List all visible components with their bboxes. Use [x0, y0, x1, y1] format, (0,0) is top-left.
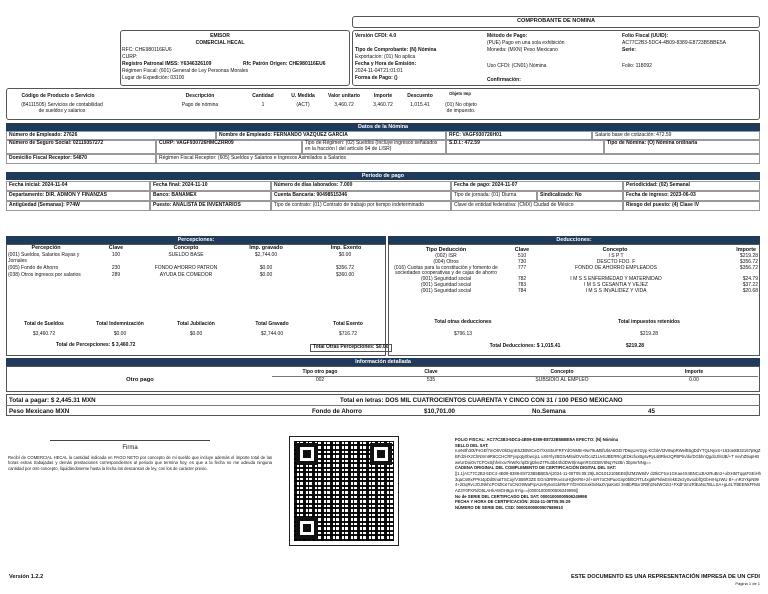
firma-line — [50, 440, 210, 441]
footer-version: Versión 1.2.2 — [9, 574, 44, 580]
nomina-row-2 — [6, 139, 760, 154]
perc-concepto: AYUDA DE COMEDOR — [159, 272, 213, 278]
detalle-header-tipo: Tipo otro pago — [302, 369, 338, 375]
ded-concepto: I M S S INVALIDEZ Y VIDA — [585, 287, 647, 294]
detalle-title: Información detallada — [6, 358, 760, 366]
nomina-title: Datos de la Nómina — [6, 123, 760, 131]
perc-total-sueldos: $3,460.72 — [32, 331, 56, 337]
perc-exento: $360.00 — [335, 272, 355, 278]
percepciones-header — [6, 245, 386, 251]
emisor-title: EMISOR — [210, 33, 230, 39]
detalle-header-importe: Importe — [684, 369, 704, 375]
emisor-rfc: RFC: CHE980116EU6 — [122, 47, 172, 53]
concept-descuento: 1,015.41 — [410, 102, 430, 108]
perc-header-exento: Imp. Exento — [330, 245, 362, 251]
dias-laborados: Número de días laborados: 7.000 — [271, 181, 451, 191]
fecha-certificacion: FECHA Y HORA DE CERTIFICACIÓN: 2024-11-08T05:05:29 — [455, 499, 571, 505]
otro-pago-label: Otro pago — [126, 377, 154, 383]
semana: 45 — [648, 408, 655, 415]
tipo-nomina: Tipo de Nómina: (O) Nómina ordinaria — [604, 139, 760, 154]
puesto: Puesto: ANALISTA DE INVENTARIOS — [150, 201, 271, 211]
emisor-rfc-patron: Rfc Patrón Origen: CHE980116EU6 — [243, 61, 326, 67]
ded-importe: $356.72 — [739, 264, 758, 271]
antiguedad: Antigüedad (Semanas): P74W — [6, 201, 150, 211]
detalle-clave: 535 — [426, 377, 436, 383]
perc-tipo: (005) Fondo de Ahorro — [8, 265, 59, 271]
perc-row — [8, 273, 384, 279]
folio: Folio: 118092 — [622, 63, 652, 69]
emisor-curp: CURP: — [122, 54, 138, 60]
banco: Banco: BANAMEX — [150, 191, 271, 201]
perc-header-percepcion: Percepción — [31, 245, 61, 251]
entidad-federativa: Clave de entidad federativa: (CMX) Ciudad de México — [451, 201, 623, 211]
percepciones-title: Percepciones: — [6, 236, 386, 244]
concept-objeto: (01) No objeto de impuesto. — [445, 102, 477, 114]
totales-divider — [6, 405, 760, 406]
perc-gravado: $0.00 — [259, 272, 273, 278]
ded-total-otras-label: Total otras deducciones — [434, 319, 492, 325]
footer-pagina: Página 1 de 1 — [735, 581, 760, 586]
concept-header-objeto: Objeto Imp — [449, 91, 471, 96]
perc-total-indem-label: Total Indemnización — [96, 321, 144, 327]
detalle-row — [272, 378, 758, 384]
ded-concepto: FONDO DE AHORRO EMPLEADOS — [575, 264, 657, 271]
ded-totals-header — [388, 320, 760, 326]
concept-cantidad: 1 — [261, 102, 265, 108]
tipo-contrato: Tipo de contrato: (01) Contrato de trabajo por tiempo indeterminado — [271, 201, 451, 211]
concept-header-umedida: U. Medida — [291, 93, 315, 99]
cadena-label: CADENA ORIGINAL DEL COMPLEMENTO DE CERTIFICACIÓN DIGITAL DEL SAT: — [455, 465, 616, 471]
semana-label: No.Semana — [532, 408, 566, 415]
perc-concepto: SUELDO BASE — [168, 252, 204, 258]
footer-leyenda: ESTE DOCUMENTO ES UNA REPRESENTACIÓN IMPRESA DE UN CFDI — [571, 574, 760, 580]
concept-header-descuento: Descuento — [407, 93, 433, 99]
perc-header-clave: Clave — [108, 245, 124, 251]
perc-header-gravado: Imp. gravado — [249, 245, 283, 251]
sello-sat: runN9h30t/FsGEf7mO8VOkDqnE6J3BWCeD7/XsS5UFRFYdONMB+9w79uM5fUbtA6GEI7D6qUArtzyp KCbbVt3V8wpRWelBSgDdYTQLNyxS+163oe8B32167p9gZBFd2HXzChNSm9R6CCHCRFyxpqty0bwcjcL uX6YlyzBD3vM8a/DVn/Dc4Z1UvSJBERRcgEDkcfuxBgsvRyLsBRkszQPBPtn/du/DGbhnQgdoJ/MJB/+T nvvhZ9upHBweUrDoiOv7CFOxSjhfv/nov7kW/Kr/q/DrgtzkeZ7Ftu3b44hdDWSlnsqmRGODBV6NqYN2Bn 3bpmrNNg== — [455, 448, 761, 465]
folio-fiscal-label: Folio Fiscal (UUID): — [622, 33, 669, 39]
riesgo-puesto: Riesgo del puesto: (4) Clase IV — [623, 201, 760, 211]
ded-total-impuestos-repeat: $219.28 — [625, 343, 645, 349]
cadena-original: ||1.1|AC77C2B3-5DC4-4B09-8389-E8723B5BBE5A|2024-11-08T05:05:29|LSO1012105EE6|hZM2W8dV d2tkCFtce1GKae4X4BNCu3tAzRuBn2+ulXH5tTqqsFSEiHh3qaCs9IxFPKt4pDd0tnatTSCoy/V3B6R3ZE EGm3RRKvezuHQkKR6+2/i+mR7oCNPaoGnp0bl0CRTL4xg6kFN/wEr/ekE2e2ySvoobfQGbHrHqzWU B+=nR3YkpN994+2DqRvcJOJNkhcPOIZKxI7oCNO9WaPrpA2e0y6oS1kR5rFY/DH0Gnxk0xNaZVpaKxEi 3HBbPBxr3R9h2N4WO2ct+FXdF2mzRlEaNx7BLLSA+gL6L7f8EENkFRvBAZ3Y0FKRdO5LAHkAMOH9ga 8Yig==|00001000000506249998|| — [455, 471, 761, 494]
perc-total-gravado-label: Total Gravado — [255, 321, 289, 327]
ded-header-clave: Clave — [514, 247, 530, 253]
qr-finder-bl — [296, 517, 318, 539]
perc-gravado: $2,744.00 — [254, 252, 278, 258]
ded-tipo: (001) Seguridad social — [420, 287, 472, 294]
ded-tipo: (016) Cuotas para la constitución y fomento de sociedades cooperativas y de cajas de ahorro — [394, 264, 498, 277]
firma-texto: Recibí de COMERCIAL HECAL la cantidad indicada en PAGO NETO por concepto de mi sueldo que incluye además el importe total de las horas extras trabajadas y demás prestaciones correspondientes al periodo que termina hoy, en que a la fecha no me adeuda ninguna cantidad por otro concepto, liquidándoseme hasta la fecha los descansos de ley, con los de carácter previo. — [8, 455, 272, 471]
ded-header-concepto: Concepto — [602, 247, 628, 253]
folio-fiscal: AC77C2B3-5DC4-4B09-8389-E8723B5BBE5A — [622, 40, 726, 46]
fecha-emision: 2024-11-04T21:01:01 — [355, 68, 403, 74]
nss: Número de Seguro Social: 02119357272 — [6, 139, 156, 154]
ded-tipo: (001) Seguridad social — [420, 281, 472, 288]
periodo-title: Periodo de pago — [6, 172, 760, 180]
tipo-regimen: Tipo de Régimen: (02) Sueldos (Incluye ingresos señalados en la fracción I del artículo 94 de LISR) — [302, 139, 446, 154]
concept-header-descripcion: Descripción — [185, 93, 215, 99]
periodicidad: Periodicidad: (02) Semanal — [623, 181, 760, 191]
ded-importe: $24.79 — [742, 276, 758, 282]
nombre-empleado: Nombre de Empleado: FERNANDO VAZQUEZ GARCIA — [216, 131, 446, 141]
ded-clave: 510 — [517, 253, 527, 259]
serie: Serie: — [622, 47, 636, 53]
perc-exento: $356.72 — [335, 265, 355, 271]
perc-total-indem: $0.00 — [113, 331, 127, 337]
sello-sat-label: SELLO DEL SAT: — [455, 442, 489, 448]
fecha-inicial: Fecha inicial: 2024-11-04 — [6, 181, 150, 191]
ded-clave: 784 — [517, 287, 527, 294]
perc-gravado: $0.00 — [259, 265, 273, 271]
emisor-regimen: Régimen Fiscal: (601) General de Ley Personas Morales — [122, 68, 249, 74]
document-title: COMPROBANTE DE NOMINA — [516, 18, 595, 24]
emisor-registro: Registro Patronal IMSS: Y6346326109 — [122, 61, 212, 67]
fecha-label: Fecha y Hora de Emisión: — [355, 61, 417, 67]
concept-codigo: (84111505) Servicios de contabilidad de sueldos y salarios — [21, 102, 103, 114]
uso-cfdi: Uso CFDI: (CN01) Nómina — [487, 63, 547, 69]
sindicalizado: Sindicalizado: No — [537, 191, 623, 201]
departamento: Departamento: DIR. ADMON Y FINANZAS — [6, 191, 150, 201]
total-deducciones: Total Deducciones: $ 1,015.41 — [489, 343, 561, 349]
perc-header-concepto: Concepto — [173, 245, 199, 251]
concept-header-importe: Importe — [373, 93, 393, 99]
perc-total-exento: $716.72 — [338, 331, 358, 337]
detalle-header — [272, 370, 758, 377]
ded-clave: 782 — [517, 276, 527, 282]
fecha-ingreso: Fecha de ingreso: 2023-06-03 — [623, 191, 760, 201]
ded-tipo: (002) ISR — [435, 253, 457, 259]
detalle-header-concepto: Concepto — [550, 369, 574, 375]
ded-tipo: (001) Seguridad social — [420, 276, 472, 282]
serie-sat: No de SERIE DEL CERTIFICADO DEL SAT: 00001000000506249998 — [455, 493, 587, 499]
ded-totals-values — [388, 332, 760, 338]
perc-concepto: FONDO AHORRO PATRON — [154, 265, 218, 271]
version-cfdi: Versión CFDI: 4.0 — [355, 33, 397, 39]
ded-tipo: (004) Otros — [433, 258, 459, 265]
perc-total-jubil-label: Total Jubilación — [177, 321, 215, 327]
ded-concepto: DESCTO FDO. F — [596, 258, 636, 265]
perc-total-sueldos-label: Total de Sueldos — [24, 321, 64, 327]
numero-empleado: Número de Empleado: 27626 — [6, 131, 216, 141]
total-pagar: Total a pagar: $ 2,445.31 MXN — [9, 397, 96, 404]
concept-header-cantidad: Cantidad — [252, 93, 274, 99]
serie-csd: NÚMERO DE SERIE DEL CSD: 00001000000507689910 — [455, 505, 563, 511]
fondo-ahorro-label: Fondo de Ahorro — [312, 408, 362, 415]
ded-total-otras: $796.13 — [453, 331, 473, 337]
concept-header-valor: Valor unitario — [328, 93, 360, 99]
sello-folio: FOLIO FISCAL: AC77C2B3-5DC4-4B09-8389-E8723B5BBE5A EFECTO: (N) Nómina — [455, 437, 618, 442]
salario-base: Salario base de cotización: 472.59 — [592, 131, 760, 141]
emisor-name: COMERCIAL HECAL — [195, 40, 245, 46]
ded-importe: $37.22 — [742, 281, 758, 288]
concept-importe: 3,460.72 — [373, 102, 393, 108]
ded-concepto: I M S S ENFERMEDAD Y MATERNIDAD — [570, 276, 662, 282]
perc-clave: 100 — [111, 252, 121, 258]
ded-total-impuestos: $219.28 — [639, 331, 659, 337]
fecha-final: Fecha final: 2024-11-10 — [150, 181, 271, 191]
moneda: Moneda: (MXN) Peso Mexicano — [487, 47, 558, 53]
sdi: S.D.I.: 472.59 — [446, 139, 604, 154]
total-percepciones: Total de Percepciones: $ 3,460.72 — [56, 342, 136, 348]
firma-label: Firma — [122, 445, 138, 451]
deducciones-rows — [390, 254, 758, 294]
ded-total-impuestos-label: Total impuestos retenidos — [618, 319, 680, 325]
perc-total-jubil: $0.00 — [189, 331, 203, 337]
perc-totals-header — [6, 322, 386, 328]
perc-tipo: (038) Otros ingresos por salarios — [8, 272, 81, 278]
detalle-header-clave: Clave — [424, 369, 438, 375]
metodo-label: Método de Pago: — [487, 33, 528, 39]
sello-block — [455, 437, 761, 511]
total-letras: Total en letras: DOS MIL CUATROCIENTOS CUARENTA Y CINCO CON 31 / 100 PESO MEXICANO — [340, 397, 623, 404]
total-otras-percepciones: Total Otras Percepciones: $0.00 — [310, 344, 392, 352]
concept-descripcion: Pago de nómina — [181, 102, 219, 108]
moneda-total: Peso Mexicano MXN — [9, 408, 70, 415]
qr-finder-tr — [370, 443, 392, 465]
qr-finder-tl — [296, 443, 318, 465]
ded-importe: $356.72 — [739, 258, 758, 265]
concept-umedida: (ACT) — [296, 102, 310, 108]
ded-importe: $219.28 — [739, 253, 758, 259]
tipo-jornada: Tipo de jornada: (01) Diurna — [451, 191, 537, 201]
rfc-empleado: RFC: VAGF930726H01 — [446, 131, 592, 141]
periodo-grid — [6, 181, 760, 211]
ded-importe: $20.68 — [742, 287, 758, 294]
deducciones-title: Deducciones: — [388, 236, 760, 244]
regimen-receptor: Régimen Fiscal Receptor: (605) Sueldos y Salarios e Ingresos Asimilados a Salarios — [156, 154, 760, 164]
metodo-pago: (PUE) Pago en una sola exhibición — [487, 40, 565, 46]
ded-clave: 730 — [517, 258, 527, 265]
perc-exento: $0.00 — [338, 252, 352, 258]
percepciones-rows — [8, 253, 384, 279]
ded-header-importe: Importe — [736, 247, 756, 253]
nomina-row-3 — [6, 154, 760, 164]
detalle-importe: 0.00 — [689, 377, 699, 383]
concept-valor: 3,460.72 — [334, 102, 354, 108]
ded-clave: 783 — [517, 281, 527, 288]
ded-concepto: I S P T — [608, 253, 624, 259]
ded-header-tipo: Tipo Deducción — [425, 247, 467, 253]
ded-row — [390, 289, 758, 295]
tipo-comprobante: Tipo de Comprobante: (N) Nómina — [355, 47, 437, 53]
perc-tipo: (001) Sueldos, Salarios Rayas y Jornales — [8, 252, 80, 264]
cuenta-bancaria: Cuenta Bancaria: 90498515346 — [271, 191, 451, 201]
ded-concepto: I M S S CESANTIA Y VEJEZ — [583, 281, 648, 288]
exportacion: Exportacion: (01) No aplica — [355, 54, 416, 60]
domicilio-receptor: Domicilio Fiscal Receptor: 54870 — [6, 154, 156, 164]
detalle-tipo: 002 — [315, 377, 325, 383]
perc-total-exento-label: Total Exento — [333, 321, 363, 327]
concept-header-codigo: Código de Producto o Servicio — [21, 93, 95, 99]
forma-pago: Forma de Pago: () — [355, 75, 398, 81]
emisor-lugar: Lugar de Expedición: 03100 — [122, 75, 185, 81]
qr-code — [290, 437, 398, 545]
detalle-concepto: SUBSIDIO AL EMPLEO — [535, 377, 589, 383]
perc-clave: 230 — [111, 265, 121, 271]
perc-totals-values — [6, 332, 386, 338]
perc-total-gravado: $2,744.00 — [260, 331, 284, 337]
confirmacion: Confirmación: — [487, 77, 521, 83]
perc-clave: 289 — [111, 272, 121, 278]
curp-empleado: CURP: VAGF930726HMCZRR09 — [156, 139, 302, 154]
fondo-ahorro: $10,701.00 — [424, 408, 455, 415]
ded-clave: 777 — [517, 264, 527, 271]
fecha-pago: Fecha de pago: 2024-11-07 — [451, 181, 623, 191]
